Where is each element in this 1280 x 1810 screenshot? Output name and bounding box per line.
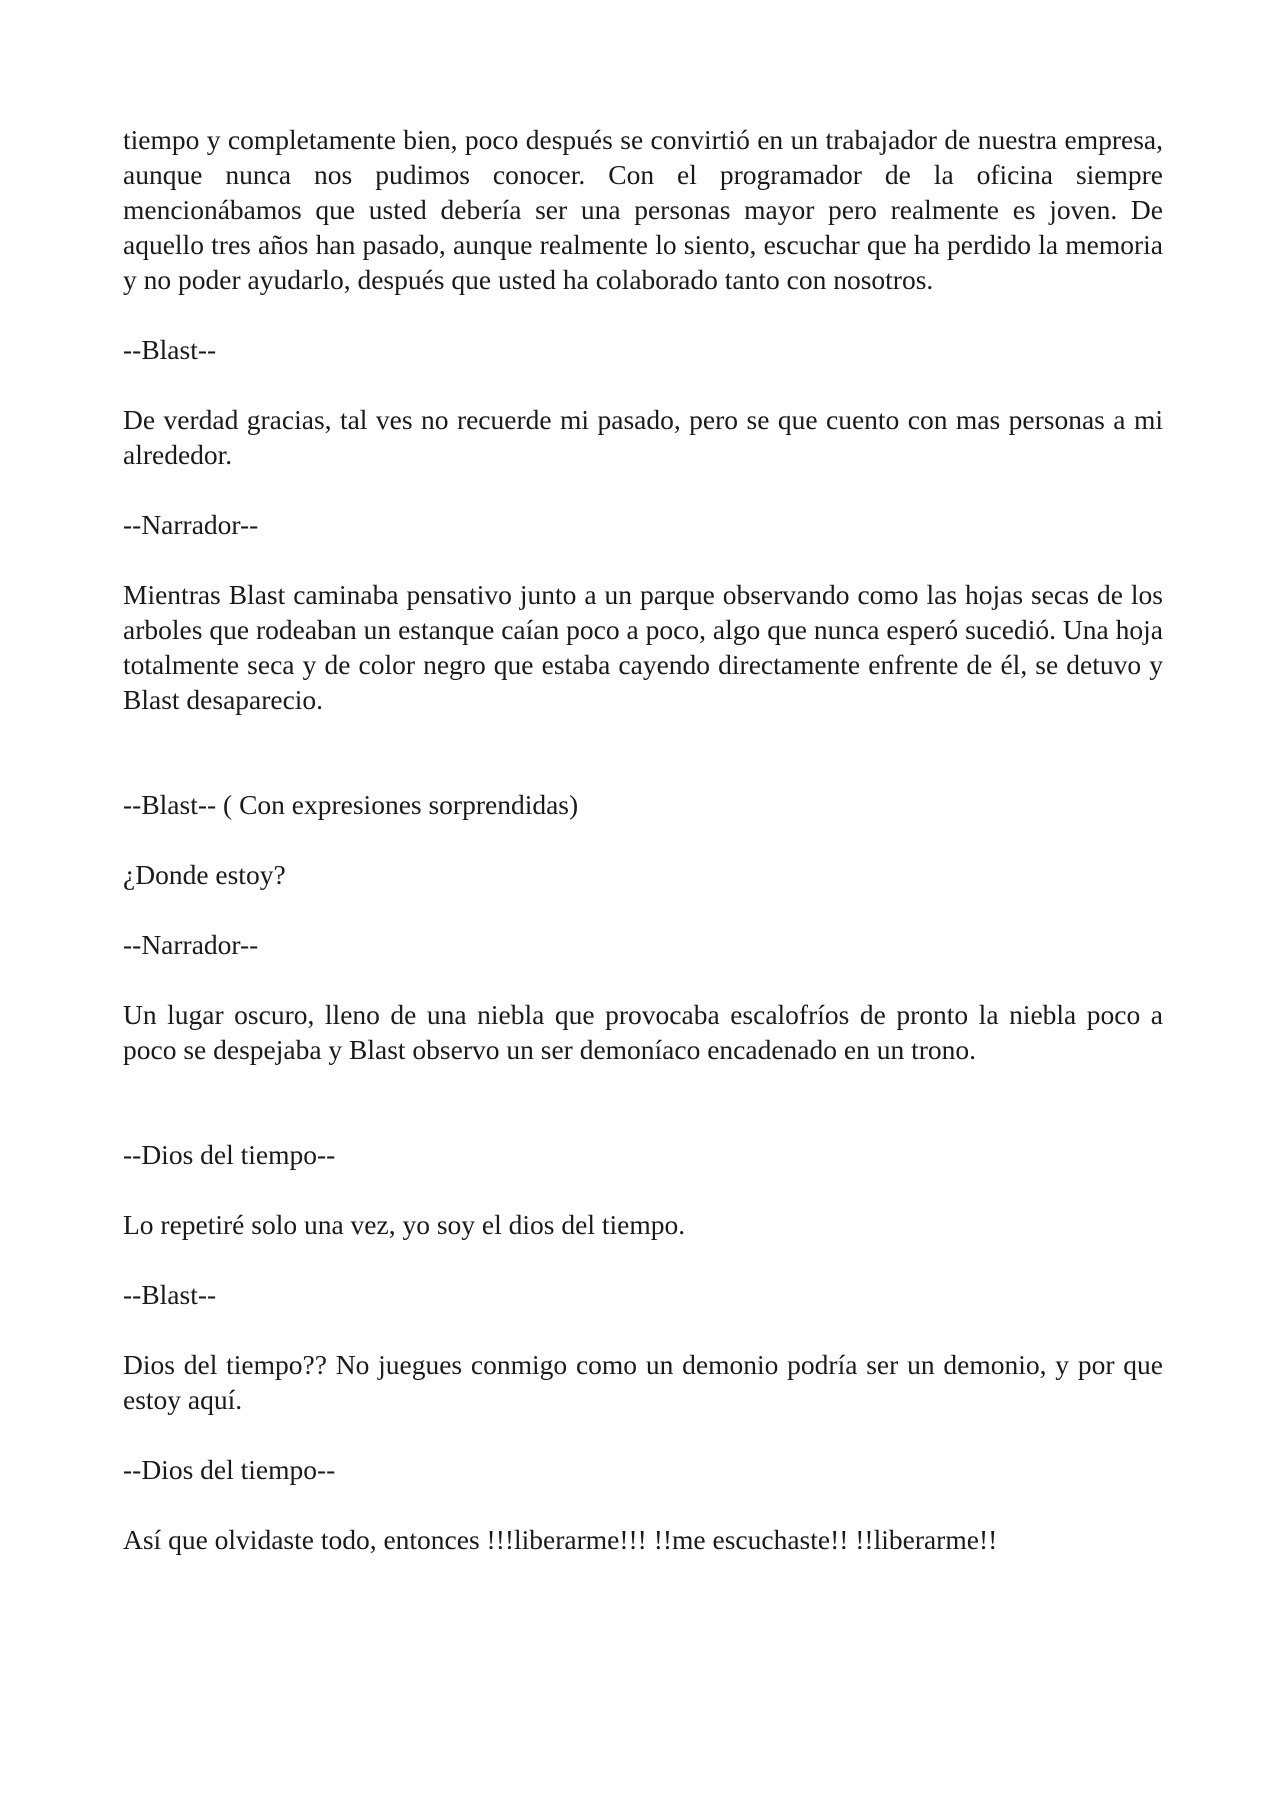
document-page <box>123 122 1163 1557</box>
speaker-label-dios-del-tiempo: --Dios del tiempo-- <box>123 1454 336 1485</box>
paragraph-gap <box>123 822 1163 857</box>
speaker-label-narrador: --Narrador-- <box>123 509 259 540</box>
paragraph-letter-end: tiempo y completamente bien, poco después se convirtió en un trabajador de nuestra empresa, aunque nunca nos pudimos conocer. Con el programador de la oficina siempre mencionábamos que usted debería ser una personas mayor pero realmente es joven. De aquello tres años han pasado, aunque realmente lo siento, escuchar que ha perdido la memoria y no poder ayudarlo, después que usted ha colaborado tanto con nosotros. <box>123 124 1163 295</box>
speaker-label-blast: --Blast-- <box>123 334 217 365</box>
paragraph-gap <box>123 472 1163 507</box>
dialogue-dios-liberarme: Así que olvidaste todo, entonces !!!liberarme!!! !!me escuchaste!! !!liberarme!! <box>123 1524 998 1555</box>
paragraph-gap <box>123 542 1163 577</box>
paragraph-gap <box>123 962 1163 997</box>
narration-dark-place: Un lugar oscuro, lleno de una niebla que provocaba escalofríos de pronto la niebla poco a poco se despejaba y Blast observo un ser demoníaco encadenado en un trono. <box>123 999 1163 1065</box>
paragraph-gap <box>123 1242 1163 1277</box>
speaker-label-narrador: --Narrador-- <box>123 929 259 960</box>
narration-park: Mientras Blast caminaba pensativo junto a un parque observando como las hojas secas de los arboles que rodeaban un estanque caían poco a poco, algo que nunca esperó sucedió. Una hoja totalmente seca y de color negro que estaba cayendo directamente enfrente de él, se detuvo y Blast desaparecio. <box>123 579 1163 715</box>
paragraph-gap <box>123 1172 1163 1207</box>
dialogue-blast-question: Dios del tiempo?? No juegues conmigo como un demonio podría ser un demonio, y por que estoy aquí. <box>123 1349 1163 1415</box>
paragraph-gap <box>123 892 1163 927</box>
speaker-label-blast: --Blast-- <box>123 1279 217 1310</box>
dialogue-blast-where: ¿Donde estoy? <box>123 859 286 890</box>
paragraph-gap <box>123 1417 1163 1452</box>
paragraph-gap <box>123 1487 1163 1522</box>
paragraph-gap <box>123 717 1163 787</box>
dialogue-dios-intro: Lo repetiré solo una vez, yo soy el dios del tiempo. <box>123 1209 686 1240</box>
paragraph-gap <box>123 367 1163 402</box>
speaker-label-blast-surprised: --Blast-- ( Con expresiones sorprendidas) <box>123 789 579 820</box>
dialogue-blast-thanks: De verdad gracias, tal ves no recuerde mi pasado, pero se que cuento con mas personas a mi alrededor. <box>123 404 1163 470</box>
paragraph-gap <box>123 1312 1163 1347</box>
paragraph-gap <box>123 297 1163 332</box>
paragraph-gap <box>123 1067 1163 1137</box>
speaker-label-dios-del-tiempo: --Dios del tiempo-- <box>123 1139 336 1170</box>
